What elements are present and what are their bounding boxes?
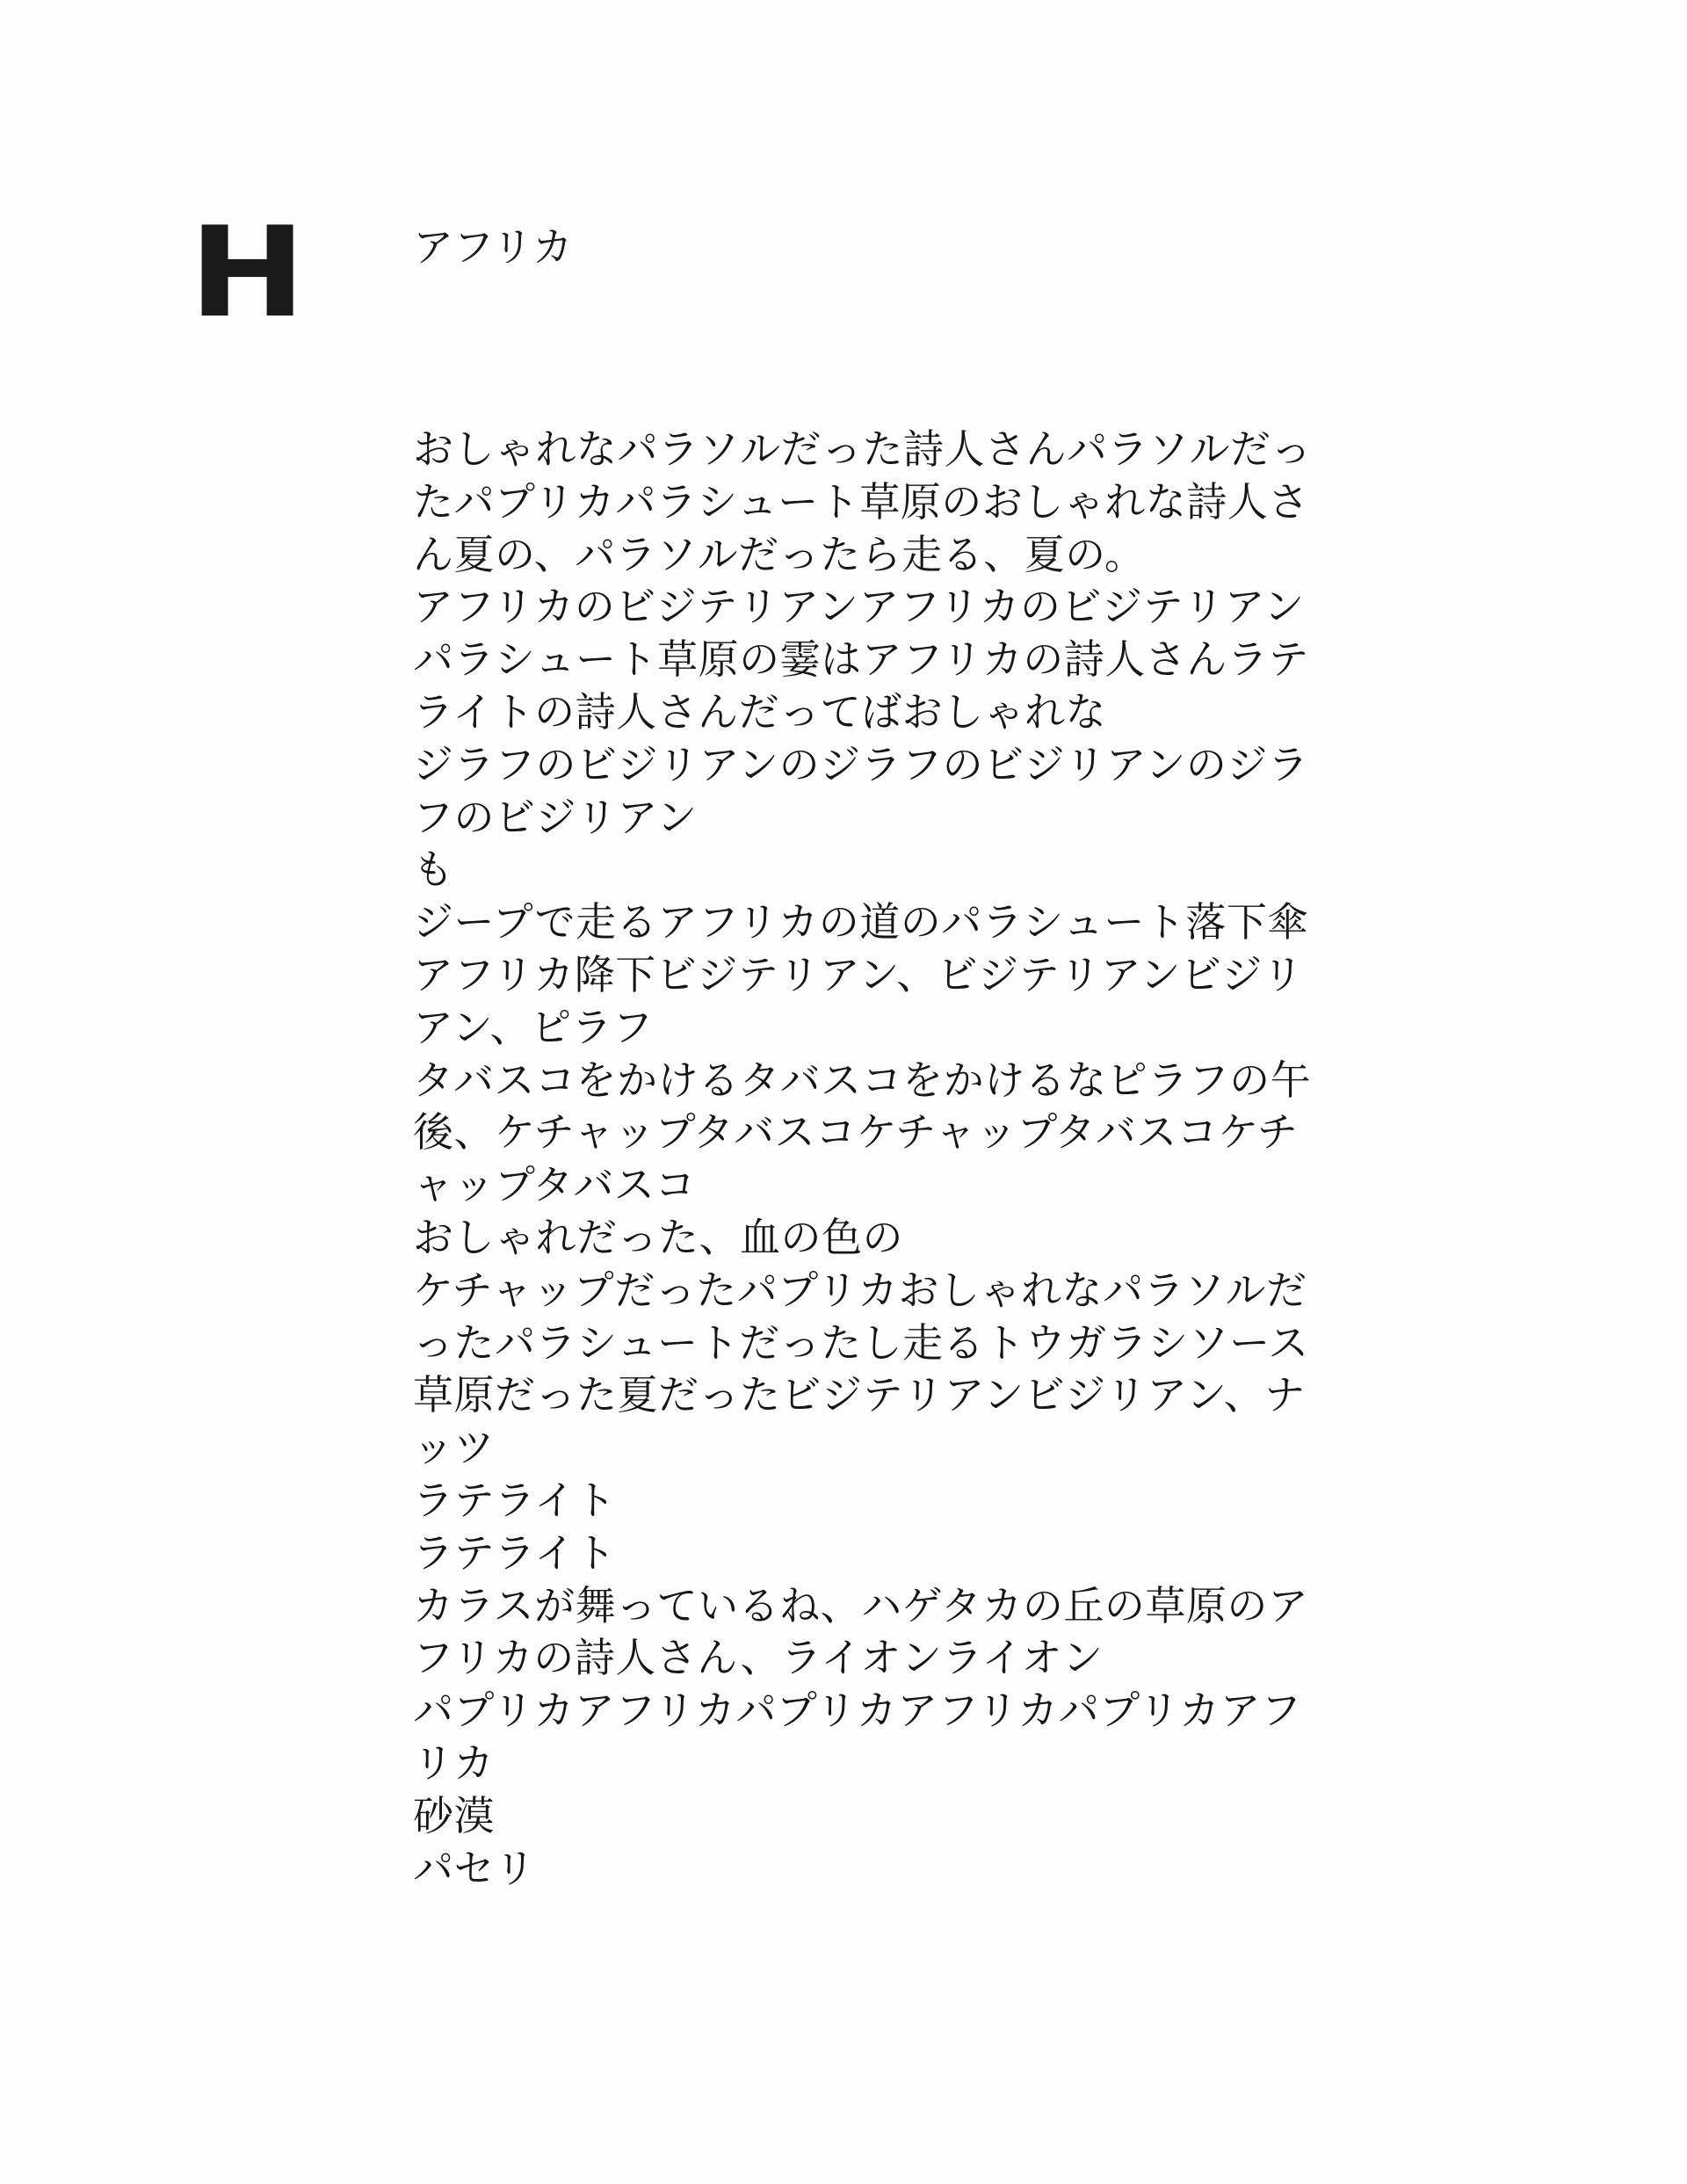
poem-line: ラテライト — [413, 1528, 617, 1577]
poem-line: おしゃれなパラソルだった詩人さんパラソルだっ — [413, 425, 1312, 473]
poem-line: フのビジリアン — [413, 793, 698, 841]
poem-line: ジラフのビジリアンのジラフのビジリアンのジラ — [413, 740, 1309, 788]
poem-line: アン、ピラフ — [413, 1003, 654, 1051]
poem-body — [413, 424, 1406, 1895]
poem-line: ャップタバスコ — [413, 1161, 696, 1209]
poem-line: パプリカアフリカパプリカアフリカパプリカアフ — [413, 1687, 1302, 1735]
poem-line: も — [413, 845, 454, 894]
poem-line: アフリカ降下ビジテリアン、ビジテリアンビジリ — [413, 950, 1304, 998]
section-letter: H — [189, 200, 307, 345]
poem-line: ッツ — [413, 1424, 495, 1472]
poem-line: ん夏の、パラソルだったら走る、夏の。 — [413, 530, 1146, 578]
poem-line: 砂漠 — [413, 1791, 495, 1839]
poem-line: アフリカのビジテリアンアフリカのビジテリアン — [413, 583, 1305, 631]
poem-line: ジープで走るアフリカの道のパラシュート落下傘 — [413, 898, 1308, 947]
poem-line: ラテライト — [413, 1476, 617, 1524]
poem-line: ライトの詩人さんだってばおしゃれな — [413, 687, 1107, 736]
page-title: アフリカ — [413, 223, 573, 271]
poem-line: たパプリカパラシュート草原のおしゃれな詩人さ — [413, 477, 1309, 526]
poem-line: カラスが舞っているね、ハゲタカの丘の草原のア — [413, 1581, 1309, 1629]
poem-line: ったパラシュートだったし走るトウガラシソース — [413, 1318, 1309, 1367]
poem-line: 後、ケチャップタバスコケチャップタバスコケチ — [413, 1108, 1299, 1157]
poem-line: パセリ — [413, 1844, 536, 1892]
poem-line: 草原だった夏だったビジテリアンビジリアン、ナ — [413, 1371, 1306, 1419]
poem-line: リカ — [413, 1738, 495, 1787]
poem-line: おしゃれだった、血の色の — [413, 1213, 903, 1261]
poem-line: パラシュート草原の霎はアフリカの詩人さんラテ — [413, 635, 1309, 684]
poem-line: タバスコをかけるタバスコをかけるなピラフの午 — [413, 1056, 1312, 1104]
poem-line: ケチャップだったパプリカおしゃれなパラソルだ — [413, 1266, 1307, 1314]
poem-line: フリカの詩人さん、ライオンライオン — [413, 1634, 1104, 1682]
